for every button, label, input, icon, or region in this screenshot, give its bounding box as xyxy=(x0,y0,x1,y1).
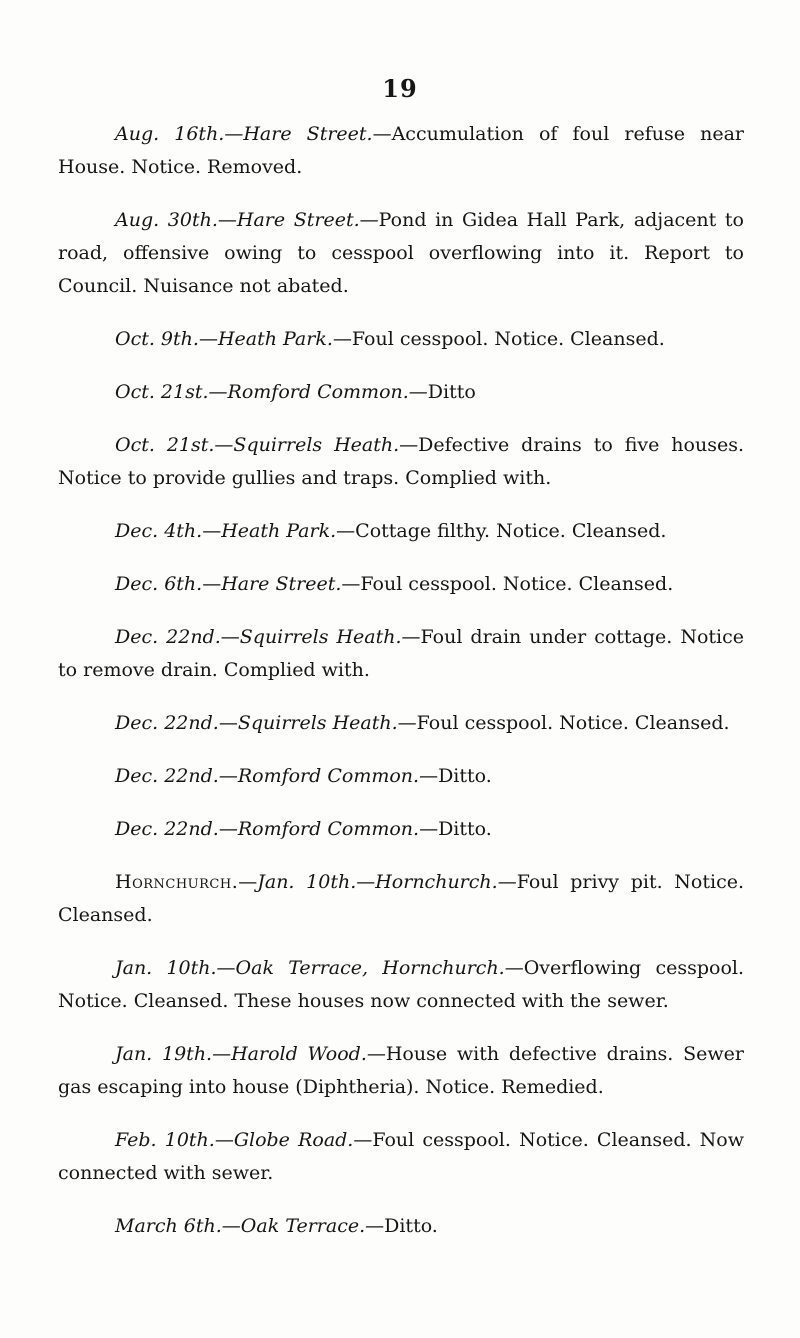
entry-place: Heath Park. xyxy=(217,328,333,350)
entry-text: Ditto xyxy=(427,381,476,403)
entry-place: Harold Wood. xyxy=(231,1043,367,1065)
entry-date: Dec. 4th. xyxy=(115,520,203,542)
entry-date: Oct. 21st. xyxy=(115,434,215,456)
entry: Dec. 22nd.—Romford Common.—Ditto. xyxy=(115,818,492,840)
entry-place: Squirrels Heath. xyxy=(233,434,400,456)
entry-place: Hare Street. xyxy=(236,209,360,231)
entry: Hornchurch.—Jan. 10th.—Hornchurch.—Foul privy pit. Notice. Cleansed. xyxy=(58,871,744,926)
entry-date: Aug. 16th. xyxy=(115,123,225,145)
entry-place: Heath Park. xyxy=(221,520,337,542)
entry-text: Overflowing cesspool. Notice. Cleansed. These houses now connected with the sewer. xyxy=(58,957,744,1012)
entry-text: Pond in Gidea Hall Park, adjacent to road, offensive owing to cesspool overflowing into it. Report to Council. Nuisance not abated. xyxy=(58,209,744,297)
entry: Feb. 10th.—Globe Road.—Foul cesspool. Notice. Cleansed. Now connected with sewer. xyxy=(58,1129,744,1184)
entry-text: Cottage filthy. Notice. Cleansed. xyxy=(355,520,667,542)
entry-date: Oct. 21st. xyxy=(115,381,209,403)
entry-list xyxy=(58,118,744,1263)
entry: Dec. 6th.—Hare Street.—Foul cesspool. Notice. Cleansed. xyxy=(115,573,674,595)
entry: Jan. 10th.—Oak Terrace, Hornchurch.—Overflowing cesspool. Notice. Cleansed. These houses now connected with the sewer. xyxy=(58,957,744,1012)
entry-place: Oak Terrace. xyxy=(240,1215,366,1237)
entry-text: Accumulation of foul refuse near House. Notice. Removed. xyxy=(58,123,744,178)
entry-text: Defective drains to five houses. Notice to provide gullies and traps. Complied with. xyxy=(58,434,744,489)
entry-text: Foul cesspool. Notice. Cleansed. xyxy=(351,328,665,350)
entry-place: Oak Terrace, Hornchurch. xyxy=(235,957,505,979)
entry-text: Ditto. xyxy=(438,818,492,840)
entry-text: Foul drain under cottage. Notice to remove drain. Complied with. xyxy=(58,626,744,681)
entry-date: Dec. 22nd. xyxy=(115,818,219,840)
entry: Oct. 21st.—Squirrels Heath.—Defective drains to five houses. Notice to provide gullies and traps. Complied with. xyxy=(58,434,744,489)
entry: Oct. 9th.—Heath Park.—Foul cesspool. Notice. Cleansed. xyxy=(115,328,665,350)
entry: Dec. 4th.—Heath Park.—Cottage filthy. Notice. Cleansed. xyxy=(115,520,667,542)
entry-text: Foul cesspool. Notice. Cleansed. xyxy=(360,573,674,595)
entry-date: Dec. 22nd. xyxy=(115,712,219,734)
entry-date: Feb. 10th. xyxy=(115,1129,215,1151)
entry-date: Jan. 10th. xyxy=(257,871,357,893)
entry-place: Romford Common. xyxy=(237,818,420,840)
page-number: 19 xyxy=(382,74,418,103)
entry-date: Aug. 30th. xyxy=(115,209,218,231)
entry-date: Jan. 10th. xyxy=(115,957,217,979)
entry-date: Dec. 22nd. xyxy=(115,765,219,787)
entry-place: Globe Road. xyxy=(233,1129,354,1151)
entry: March 6th.—Oak Terrace.—Ditto. xyxy=(115,1215,438,1237)
entry-place: Romford Common. xyxy=(227,381,409,403)
entry: Aug. 30th.—Hare Street.—Pond in Gidea Hall Park, adjacent to road, offensive owing to cesspool overflowing into it. Report to Council. Nuisance not abated. xyxy=(58,209,744,297)
entry-place: Squirrels Heath. xyxy=(237,712,398,734)
entry-date: March 6th. xyxy=(115,1215,222,1237)
entry-text: Foul privy pit. Notice. Cleansed. xyxy=(58,871,744,926)
entry: Jan. 19th.—Harold Wood.—House with defective drains. Sewer gas escaping into house (Diphtheria). Notice. Remedied. xyxy=(58,1043,744,1098)
entry-text: Ditto. xyxy=(438,765,492,787)
entry-text: Foul cesspool. Notice. Cleansed. xyxy=(416,712,730,734)
entry-text: House with defective drains. Sewer gas escaping into house (Diphtheria). Notice. Remedied. xyxy=(58,1043,744,1098)
entry: Dec. 22nd.—Squirrels Heath.—Foul cesspool. Notice. Cleansed. xyxy=(115,712,730,734)
entry: Dec. 22nd.—Squirrels Heath.—Foul drain under cottage. Notice to remove drain. Complied with. xyxy=(58,626,744,681)
entry: Dec. 22nd.—Romford Common.—Ditto. xyxy=(115,765,492,787)
entry-place: Romford Common. xyxy=(237,765,420,787)
entry-place: Squirrels Heath. xyxy=(239,626,402,648)
entry-text: Foul cesspool. Notice. Cleansed. Now connected with sewer. xyxy=(58,1129,744,1184)
entry-date: Jan. 19th. xyxy=(115,1043,213,1065)
entry-place: Hare Street. xyxy=(243,123,373,145)
entry-place: Hornchurch. xyxy=(375,871,498,893)
entry-date: Oct. 9th. xyxy=(115,328,199,350)
entry-district: Hornchurch. xyxy=(115,871,239,893)
entry-date: Dec. 22nd. xyxy=(115,626,221,648)
entry-place: Hare Street. xyxy=(221,573,342,595)
entry-date: Dec. 6th. xyxy=(115,573,203,595)
entry: Oct. 21st.—Romford Common.—Ditto xyxy=(115,381,476,403)
entry-text: Ditto. xyxy=(384,1215,438,1237)
entry: Aug. 16th.—Hare Street.—Accumulation of foul refuse near House. Notice. Removed. xyxy=(58,123,744,178)
